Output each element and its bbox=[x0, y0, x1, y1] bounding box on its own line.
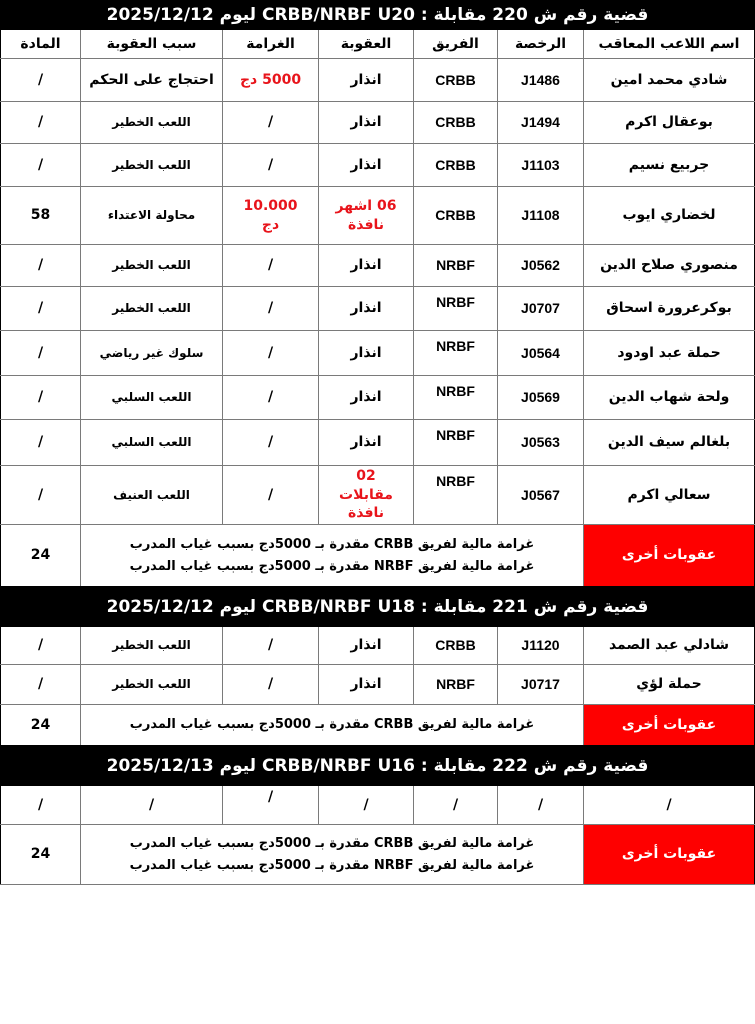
other-sanctions-label: عقوبات أخرى bbox=[583, 825, 755, 884]
penalty: 06 اشهر نافذة bbox=[318, 187, 413, 244]
fine: / bbox=[222, 466, 318, 524]
table-row bbox=[0, 287, 755, 331]
article: / bbox=[0, 466, 80, 524]
team: / bbox=[413, 786, 497, 824]
license: J0707 bbox=[497, 287, 583, 330]
reason: اللعب السلبي bbox=[80, 420, 222, 465]
fine: / bbox=[222, 144, 318, 186]
header-license: الرخصة bbox=[497, 30, 583, 58]
player-name: بوعقال اكرم bbox=[583, 102, 755, 143]
article: / bbox=[0, 331, 80, 375]
player-name: شادلي عبد الصمد bbox=[583, 627, 755, 664]
article: / bbox=[0, 59, 80, 101]
license: J0563 bbox=[497, 420, 583, 465]
table-row bbox=[0, 665, 755, 705]
article: / bbox=[0, 665, 80, 704]
player-name: سعالي اكرم bbox=[583, 466, 755, 524]
article: / bbox=[0, 786, 80, 824]
fine: 10.000 دج bbox=[222, 187, 318, 244]
table-row bbox=[0, 376, 755, 420]
team: CRBB bbox=[413, 187, 497, 244]
other-sanctions-text bbox=[80, 825, 583, 884]
fine: 5000 دج bbox=[222, 59, 318, 101]
header-name: اسم اللاعب المعاقب bbox=[583, 30, 755, 58]
license: J0562 bbox=[497, 245, 583, 286]
player-name: / bbox=[583, 786, 755, 824]
fine: / bbox=[222, 245, 318, 286]
column-header-row bbox=[0, 30, 755, 59]
header-fine: الغرامة bbox=[222, 30, 318, 58]
header-article: المادة bbox=[0, 30, 80, 58]
penalty: انذار bbox=[318, 102, 413, 143]
team: NRBF bbox=[413, 665, 497, 704]
other-sanctions-row bbox=[0, 705, 755, 745]
team: NRBF bbox=[413, 245, 497, 286]
article: 58 bbox=[0, 187, 80, 244]
other-sanction-line: غرامة مالية لفريق CRBB مقدرة بـ 5000دج بسبب غياب المدرب bbox=[129, 536, 535, 552]
penalty: انذار bbox=[318, 627, 413, 664]
other-sanctions-label: عقوبات أخرى bbox=[583, 705, 755, 745]
player-name: شادي محمد امين bbox=[583, 59, 755, 101]
article: 24 bbox=[0, 705, 80, 745]
player-name: لخضاري ايوب bbox=[583, 187, 755, 244]
team: NRBF bbox=[413, 331, 497, 375]
other-sanction-line: غرامة مالية لفريق CRBB مقدرة بـ 5000دج بسبب غياب المدرب bbox=[129, 835, 535, 851]
table-row bbox=[0, 187, 755, 245]
case-title: قضية رقم ش 220 مقابلة : CRBB/NRBF U20 ليوم 2025/12/12 bbox=[0, 0, 755, 30]
table-row bbox=[0, 627, 755, 665]
license: J1494 bbox=[497, 102, 583, 143]
other-sanction-line: غرامة مالية لفريق NRBF مقدرة بـ 5000دج بسبب غياب المدرب bbox=[129, 857, 535, 873]
article: / bbox=[0, 287, 80, 330]
table-row bbox=[0, 102, 755, 144]
penalty: انذار bbox=[318, 331, 413, 375]
license: J0567 bbox=[497, 466, 583, 524]
reason: اللعب السلبي bbox=[80, 376, 222, 419]
article: / bbox=[0, 245, 80, 286]
license: J0564 bbox=[497, 331, 583, 375]
penalty: انذار bbox=[318, 59, 413, 101]
reason: اللعب الخطير bbox=[80, 665, 222, 704]
reason: اللعب الخطير bbox=[80, 287, 222, 330]
article: 24 bbox=[0, 825, 80, 884]
table-row bbox=[0, 420, 755, 466]
article: 24 bbox=[0, 525, 80, 586]
table-row bbox=[0, 59, 755, 102]
team: CRBB bbox=[413, 102, 497, 143]
fine: / bbox=[222, 627, 318, 664]
penalty: انذار bbox=[318, 144, 413, 186]
other-sanctions-label: عقوبات أخرى bbox=[583, 525, 755, 586]
penalty: انذار bbox=[318, 245, 413, 286]
license: J1486 bbox=[497, 59, 583, 101]
player-name: حملة لؤي bbox=[583, 665, 755, 704]
player-name: ولحة شهاب الدين bbox=[583, 376, 755, 419]
reason: محاولة الاعتداء bbox=[80, 187, 222, 244]
table-row bbox=[0, 245, 755, 287]
other-sanctions-text bbox=[80, 525, 583, 586]
reason: اللعب الخطير bbox=[80, 102, 222, 143]
case-title: قضية رقم ش 222 مقابلة : CRBB/NRBF U16 ليوم 2025/12/13 bbox=[0, 745, 755, 786]
reason: / bbox=[80, 786, 222, 824]
penalty: انذار bbox=[318, 287, 413, 330]
fine: / bbox=[222, 665, 318, 704]
team: CRBB bbox=[413, 144, 497, 186]
article: / bbox=[0, 376, 80, 419]
table-row bbox=[0, 786, 755, 825]
fine: / bbox=[222, 102, 318, 143]
other-sanctions-row bbox=[0, 825, 755, 885]
fine: / bbox=[222, 420, 318, 465]
penalty: 02 مقابلات نافذة bbox=[318, 466, 413, 524]
header-penalty: العقوبة bbox=[318, 30, 413, 58]
license: J1103 bbox=[497, 144, 583, 186]
player-name: حملة عبد اودود bbox=[583, 331, 755, 375]
penalty: / bbox=[318, 786, 413, 824]
article: / bbox=[0, 420, 80, 465]
license: J0569 bbox=[497, 376, 583, 419]
team: NRBF bbox=[413, 420, 497, 465]
fine: / bbox=[222, 287, 318, 330]
reason: اللعب الخطير bbox=[80, 627, 222, 664]
license: J1108 bbox=[497, 187, 583, 244]
penalty: انذار bbox=[318, 420, 413, 465]
team: NRBF bbox=[413, 466, 497, 524]
reason: اللعب الخطير bbox=[80, 144, 222, 186]
table-row bbox=[0, 331, 755, 376]
other-sanctions-row bbox=[0, 525, 755, 586]
reason: اللعب العنيف bbox=[80, 466, 222, 524]
license: J0717 bbox=[497, 665, 583, 704]
team: NRBF bbox=[413, 376, 497, 419]
reason: اللعب الخطير bbox=[80, 245, 222, 286]
player-name: منصوري صلاح الدين bbox=[583, 245, 755, 286]
other-sanctions-text bbox=[80, 705, 583, 745]
case-title: قضية رقم ش 221 مقابلة : CRBB/NRBF U18 ليوم 2025/12/12 bbox=[0, 586, 755, 627]
other-sanction-line: غرامة مالية لفريق NRBF مقدرة بـ 5000دج بسبب غياب المدرب bbox=[129, 558, 535, 574]
license: / bbox=[497, 786, 583, 824]
article: / bbox=[0, 144, 80, 186]
fine: / bbox=[222, 331, 318, 375]
player-name: بلغالم سيف الدين bbox=[583, 420, 755, 465]
reason: احتجاج على الحكم bbox=[80, 59, 222, 101]
penalty: انذار bbox=[318, 376, 413, 419]
player-name: بوكرعرورة اسحاق bbox=[583, 287, 755, 330]
other-sanction-line: غرامة مالية لفريق CRBB مقدرة بـ 5000دج بسبب غياب المدرب bbox=[129, 717, 535, 733]
fine: / bbox=[222, 786, 318, 824]
table-row bbox=[0, 144, 755, 187]
team: CRBB bbox=[413, 627, 497, 664]
player-name: جربيع نسيم bbox=[583, 144, 755, 186]
fine: / bbox=[222, 376, 318, 419]
table-row bbox=[0, 466, 755, 525]
team: CRBB bbox=[413, 59, 497, 101]
article: / bbox=[0, 627, 80, 664]
header-team: الفريق bbox=[413, 30, 497, 58]
reason: سلوك غير رياضي bbox=[80, 331, 222, 375]
license: J1120 bbox=[497, 627, 583, 664]
header-reason: سبب العقوبة bbox=[80, 30, 222, 58]
team: NRBF bbox=[413, 287, 497, 330]
article: / bbox=[0, 102, 80, 143]
penalty: انذار bbox=[318, 665, 413, 704]
